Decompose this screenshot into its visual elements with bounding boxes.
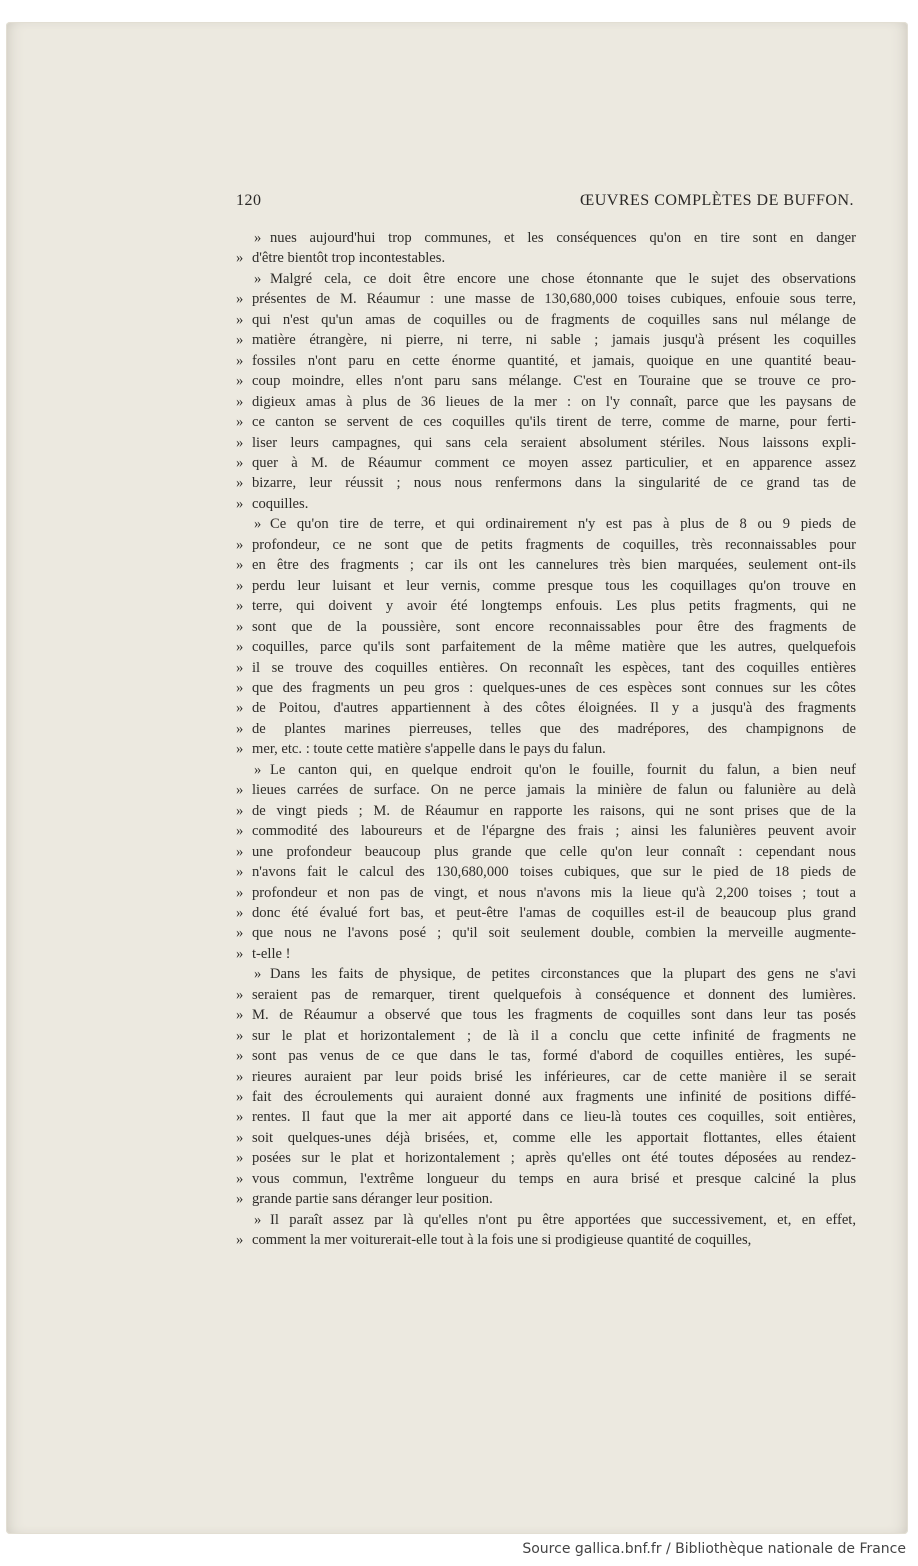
paragraph (236, 1210, 856, 1251)
source-footer: Source gallica.bnf.fr / Bibliothèque nationale de France (522, 1541, 906, 1557)
text-line (236, 596, 856, 616)
line-text: commodité des laboureurs et de l'épargne des frais ; ainsi les falunières peuvent avoir (252, 823, 856, 840)
quote-mark: » (236, 639, 244, 656)
line-text: posées sur le plat et horizontalement ; après qu'elles ont été toutes déposées au rendez- (252, 1150, 856, 1167)
quote-mark: » (236, 1007, 244, 1024)
line-text: comment la mer voiturerait-elle tout à la fois une si prodigieuse quantité de coquilles, (252, 1232, 752, 1249)
text-line (236, 821, 856, 841)
text-line (236, 698, 856, 718)
page-number: 120 (236, 192, 262, 209)
quote-mark: » (236, 802, 244, 819)
line-text: Ce qu'on tire de terre, et qui ordinairement n'y est pas à plus de 8 ou 9 pieds de (270, 516, 856, 533)
running-head (236, 192, 854, 214)
line-text: sont que de la poussière, sont encore reconnaissables pour être des fragments de (252, 618, 856, 635)
quote-mark: » (236, 250, 244, 267)
quote-mark: » (236, 618, 244, 635)
text-line (236, 1148, 856, 1168)
quote-mark: » (254, 1211, 262, 1228)
quote-mark: » (236, 843, 244, 860)
quote-mark: » (236, 741, 244, 758)
text-line (236, 760, 856, 780)
line-text: de vingt pieds ; M. de Réaumur en rapporte les raisons, qui ne sont prises que de la (252, 802, 856, 819)
text-line (236, 228, 856, 248)
text-line (236, 780, 856, 800)
quote-mark: » (236, 1109, 244, 1126)
text-line (236, 1210, 856, 1230)
quote-mark: » (236, 373, 244, 390)
line-text: fait des écroulements qui auraient donné aux fragments une infinité de positions diffé- (252, 1089, 856, 1106)
line-text: qui n'est qu'un amas de coquilles ou de fragments de coquilles sans nul mélange de (252, 311, 856, 328)
quote-mark: » (236, 1068, 244, 1085)
quote-mark: » (236, 598, 244, 615)
quote-mark: » (236, 659, 244, 676)
line-text: liser leurs campagnes, qui sans cela seraient absolument stériles. Nous laissons expli- (252, 434, 856, 451)
paragraph (236, 514, 856, 759)
line-text: rieures auraient par leur poids brisé les inférieures, car de cette manière il se serait (252, 1068, 856, 1085)
text-line (236, 1005, 856, 1025)
quote-mark: » (236, 577, 244, 594)
text-line (236, 371, 856, 391)
text-line (236, 637, 856, 657)
line-text: Dans les faits de physique, de petites circonstances que la plupart des gens ne s'avi (270, 966, 856, 983)
quote-mark: » (236, 700, 244, 717)
text-line (236, 310, 856, 330)
line-text: nues aujourd'hui trop communes, et les conséquences qu'on en tire sont en danger (270, 230, 856, 246)
paragraph (236, 269, 856, 514)
quote-mark: » (236, 1191, 244, 1208)
text-line (236, 923, 856, 943)
text-line (236, 248, 856, 268)
quote-mark: » (236, 1129, 244, 1146)
quote-mark: » (236, 434, 244, 451)
line-text: Le canton qui, en quelque endroit qu'on le fouille, fournit du falun, a bien neuf (270, 761, 856, 778)
text-line (236, 351, 856, 371)
quote-mark: » (236, 393, 244, 410)
quote-mark: » (236, 1089, 244, 1106)
quote-mark: » (236, 454, 244, 471)
line-text: vous commun, l'extrême longueur du temps en aura brisé et presque calciné la plus (252, 1170, 856, 1187)
text-line (236, 1128, 856, 1148)
quote-mark: » (236, 864, 244, 881)
line-text: Il paraît assez par là qu'elles n'ont pu être apportées que successivement, et, en effet, (270, 1211, 856, 1228)
line-text: d'être bientôt trop incontestables. (252, 250, 446, 267)
line-text: matière étrangère, ni pierre, ni terre, ni sable ; jamais jusqu'à présent les coquilles (252, 332, 856, 349)
line-text: que nous ne l'avons posé ; qu'il soit seulement double, combien la merveille augmente- (252, 925, 856, 942)
line-text: ce canton se servent de ces coquilles qu'ils tirent de terre, comme de marne, pour ferti- (252, 414, 856, 431)
line-text: sont pas venus de ce que dans le tas, formé d'abord de coquilles entières, les supé- (252, 1048, 856, 1065)
text-line (236, 678, 856, 698)
text-line (236, 719, 856, 739)
quote-mark: » (236, 945, 244, 962)
quote-mark: » (236, 352, 244, 369)
quote-mark: » (236, 720, 244, 737)
body-text (236, 228, 856, 1251)
line-text: il se trouve des coquilles entières. On reconnaît les espèces, tant des coquilles entières (252, 659, 856, 676)
quote-mark: » (236, 679, 244, 696)
quote-mark: » (236, 1150, 244, 1167)
text-line (236, 1169, 856, 1189)
text-line (236, 985, 856, 1005)
line-text: profondeur et non pas de vingt, et nous n'avons mis la lieue qu'à 2,200 toises ; tout a (252, 884, 856, 901)
text-line (236, 903, 856, 923)
line-text: profondeur, ce ne sont que de petits fragments de coquilles, très reconnaissables pour (252, 536, 856, 553)
quote-mark: » (236, 1048, 244, 1065)
text-line (236, 944, 856, 964)
text-line (236, 473, 856, 493)
text-line (236, 801, 856, 821)
quote-mark: » (236, 414, 244, 431)
text-line (236, 883, 856, 903)
quote-mark: » (236, 1232, 244, 1249)
line-text: perdu leur luisant et leur vernis, comme presque tous les coquillages qu'on trouve en (252, 577, 856, 594)
quote-mark: » (236, 1170, 244, 1187)
text-line (236, 658, 856, 678)
quote-mark: » (236, 823, 244, 840)
line-text: quer à M. de Réaumur comment ce moyen assez particulier, et en apparence assez (252, 454, 856, 471)
text-line (236, 514, 856, 534)
quote-mark: » (254, 516, 262, 533)
quote-mark: » (254, 270, 262, 287)
quote-mark: » (236, 291, 244, 308)
line-text: fossiles n'ont paru en cette énorme quantité, et jamais, quoique en une quantité beau- (252, 352, 856, 369)
quote-mark: » (254, 230, 262, 246)
line-text: sur le plat et horizontalement ; de là il a conclu que cette infinité de fragments ne (252, 1027, 856, 1044)
line-text: coup moindre, elles n'ont paru sans mélange. C'est en Touraine que se trouve ce pro- (252, 373, 856, 390)
text-line (236, 617, 856, 637)
line-text: de Poitou, d'autres appartiennent à des côtes éloignées. Il y a jusqu'à des fragments (252, 700, 856, 717)
text-line (236, 330, 856, 350)
text-line (236, 1067, 856, 1087)
text-line (236, 1230, 856, 1250)
paragraph (236, 228, 856, 269)
text-line (236, 576, 856, 596)
quote-mark: » (236, 986, 244, 1003)
quote-mark: » (254, 966, 262, 983)
line-text: lieues carrées de surface. On ne perce jamais la minière de falun ou falunière au delà (252, 782, 856, 799)
quote-mark: » (236, 495, 244, 512)
quote-mark: » (236, 1027, 244, 1044)
text-line (236, 494, 856, 514)
text-line (236, 842, 856, 862)
text-line (236, 433, 856, 453)
line-text: coquilles, parce qu'ils sont parfaitement de la même matière que les autres, quelquefois (252, 639, 856, 656)
line-text: présentes de M. Réaumur : une masse de 130,680,000 toises cubiques, enfouie sous terre, (252, 291, 856, 308)
quote-mark: » (236, 925, 244, 942)
text-line (236, 964, 856, 984)
line-text: soit quelques-unes déjà brisées, et, comme elle les apportait flottantes, elles étaient (252, 1129, 856, 1146)
quote-mark: » (236, 332, 244, 349)
quote-mark: » (236, 311, 244, 328)
paragraph (236, 964, 856, 1209)
text-line (236, 392, 856, 412)
quote-mark: » (254, 761, 262, 778)
quote-mark: » (236, 904, 244, 921)
line-text: coquilles. (252, 495, 309, 512)
line-text: seraient pas de remarquer, tirent quelquefois à conséquence et donnent des lumières. (252, 986, 856, 1003)
line-text: grande partie sans déranger leur position. (252, 1191, 493, 1208)
text-line (236, 269, 856, 289)
text-line (236, 289, 856, 309)
line-text: rentes. Il faut que la mer ait apporté dans ce lieu-là toutes ces coquilles, soit entières, (252, 1109, 856, 1126)
line-text: une profondeur beaucoup plus grande que celle qu'on leur connaît : cependant nous (252, 843, 856, 860)
line-text: digieux amas à plus de 36 lieues de la mer : on l'y connaît, parce que les paysans de (252, 393, 856, 410)
line-text: bizarre, leur réussit ; nous nous renfermons dans la singularité de ce grand tas de (252, 475, 856, 492)
line-text: Malgré cela, ce doit être encore une chose étonnante que le sujet des observations (270, 270, 856, 287)
quote-mark: » (236, 475, 244, 492)
quote-mark: » (236, 557, 244, 574)
line-text: de plantes marines pierreuses, telles que des madrépores, des champignons de (252, 720, 856, 737)
paragraph (236, 760, 856, 965)
text-line (236, 1107, 856, 1127)
text-line (236, 1189, 856, 1209)
text-line (236, 453, 856, 473)
line-text: mer, etc. : toute cette matière s'appelle dans le pays du falun. (252, 741, 606, 758)
text-line (236, 739, 856, 759)
text-line (236, 555, 856, 575)
quote-mark: » (236, 536, 244, 553)
running-title: ŒUVRES COMPLÈTES DE BUFFON. (580, 192, 854, 209)
line-text: terre, qui doivent y avoir été longtemps enfouis. Les plus petits fragments, qui ne (252, 598, 856, 615)
quote-mark: » (236, 782, 244, 799)
line-text: t-elle ! (252, 945, 291, 962)
line-text: n'avons fait le calcul des 130,680,000 toises cubiques, que sur le pied de 18 pieds de (252, 864, 856, 881)
line-text: en être des fragments ; car ils ont les cannelures très bien marquées, seulement ont-ils (252, 557, 856, 574)
text-line (236, 1087, 856, 1107)
line-text: donc été évalué fort bas, et peut-être l'amas de coquilles est-il de beaucoup plus grand (252, 904, 856, 921)
text-line (236, 1026, 856, 1046)
quote-mark: » (236, 884, 244, 901)
line-text: que des fragments un peu gros : quelques-unes de ces espèces sont connues sur les côtes (252, 679, 856, 696)
text-line (236, 862, 856, 882)
line-text: M. de Réaumur a observé que tous les fragments de coquilles sont dans leur tas posés (252, 1007, 856, 1024)
text-line (236, 1046, 856, 1066)
text-line (236, 412, 856, 432)
text-line (236, 535, 856, 555)
